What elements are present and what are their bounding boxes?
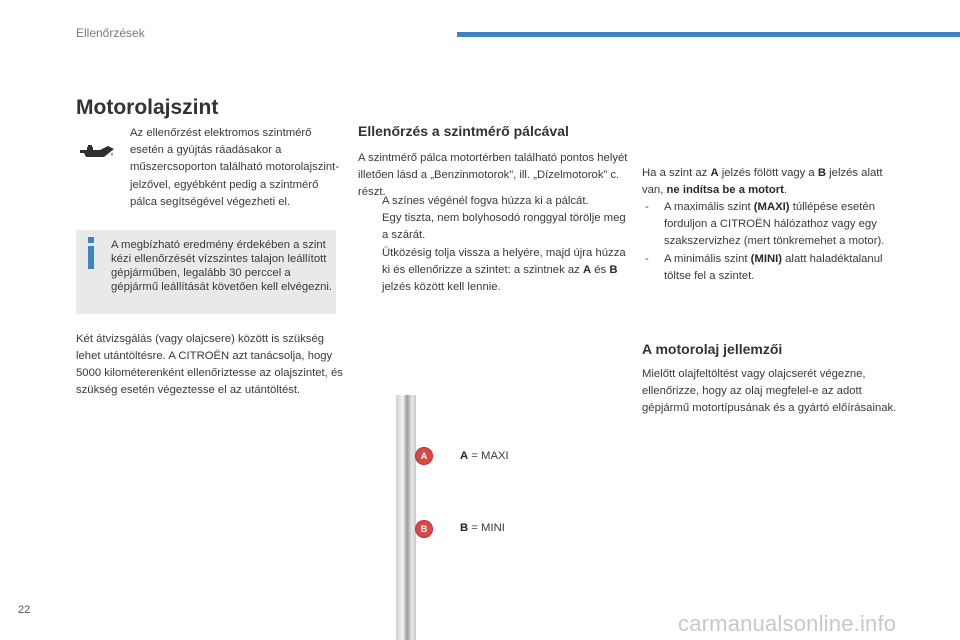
step-text: Ütközésig tolja vissza a helyére, majd újra húzza ki és ellenőrizze a szintet: a szintnek az A és B jelzés között kell lennie. [382,246,626,294]
marker-a-badge: A [416,448,432,464]
level-warning-intro: Ha a szint az A jelzés fölött vagy a B jelzés alatt van, ne indítsa be a motort. [642,167,883,197]
page-number: 22 [18,604,31,616]
list-item [358,210,628,244]
dash-bullet: - [645,201,649,213]
section-header-title: Ellenőrzések [76,26,145,40]
mini-label: B = MINI [460,522,505,534]
step-text: Egy tiszta, nem bolyhosodó ronggyal törölje meg a szárát. [382,212,626,242]
step-text: A színes végénél fogva húzza ki a pálcát. [382,195,589,207]
oil-specs-heading: A motorolaj jellemzői [642,341,783,357]
info-icon [85,237,97,269]
level-text: A minimális szint (MINI) alatt haladéktalanul töltse fel a szintet. [664,252,883,282]
list-item [642,199,907,251]
marker-b-badge: B [416,521,432,537]
page-title: Motorolajszint [76,96,219,119]
oil-specs-paragraph: Mielőtt olajfeltöltést vagy olajcserét végezne, ellenőrizze, hogy az olaj megfelel-e az adott gépjármű motortípusának és a gyártó előírásainak. [642,368,897,415]
dipstick-steps-list [358,193,628,296]
check-interval-paragraph: Két átvizsgálás (vagy olajcsere) között is szükség lehet utántöltésre. A CITROËN azt tanácsolja, hogy 5000 kilométerenként ellenőriztesse az olajszintet, és szükség esetén végeztesse el az utántöltést. [76,333,343,396]
watermark: carmanualsonline.info [678,611,897,636]
intro-paragraph: Az ellenőrzést elektromos szintmérő esetén a gyújtás ráadásakor a műszercsoporton található motorolajszint-jelzővel, egyébként pedig a szintmérő pálca segítségével végezheti el. [130,127,340,208]
header-accent-bar [457,32,960,37]
dash-bullet: - [645,252,649,265]
level-text: A maximális szint (MAXI) túllépése esetén forduljon a CITROËN hálózathoz vagy egy szakszervizhez (mert tönkremehet a motor). [664,201,885,248]
oil-can-icon [78,142,116,164]
dipstick-illustration [396,395,416,640]
list-item [358,245,628,297]
maxi-label: A = MAXI [460,450,509,462]
dipstick-section-intro: A szintmérő pálca motortérben található pontos helyét illetően lásd a „Benzinmotorok”, ill. „Dízelmotorok” c. részt. [358,152,628,199]
dipstick-section-heading: Ellenőrzés a szintmérő pálcával [358,123,569,139]
list-item [358,193,628,210]
info-box-text: A megbízható eredmény érdekében a szint kézi ellenőrzését vízszintes talajon leállított gépjárműben, legalább 30 perccel a gépjármű leállítását követően kell elvégezni. [111,239,333,294]
level-instructions-list [642,199,907,285]
list-item [642,251,907,285]
